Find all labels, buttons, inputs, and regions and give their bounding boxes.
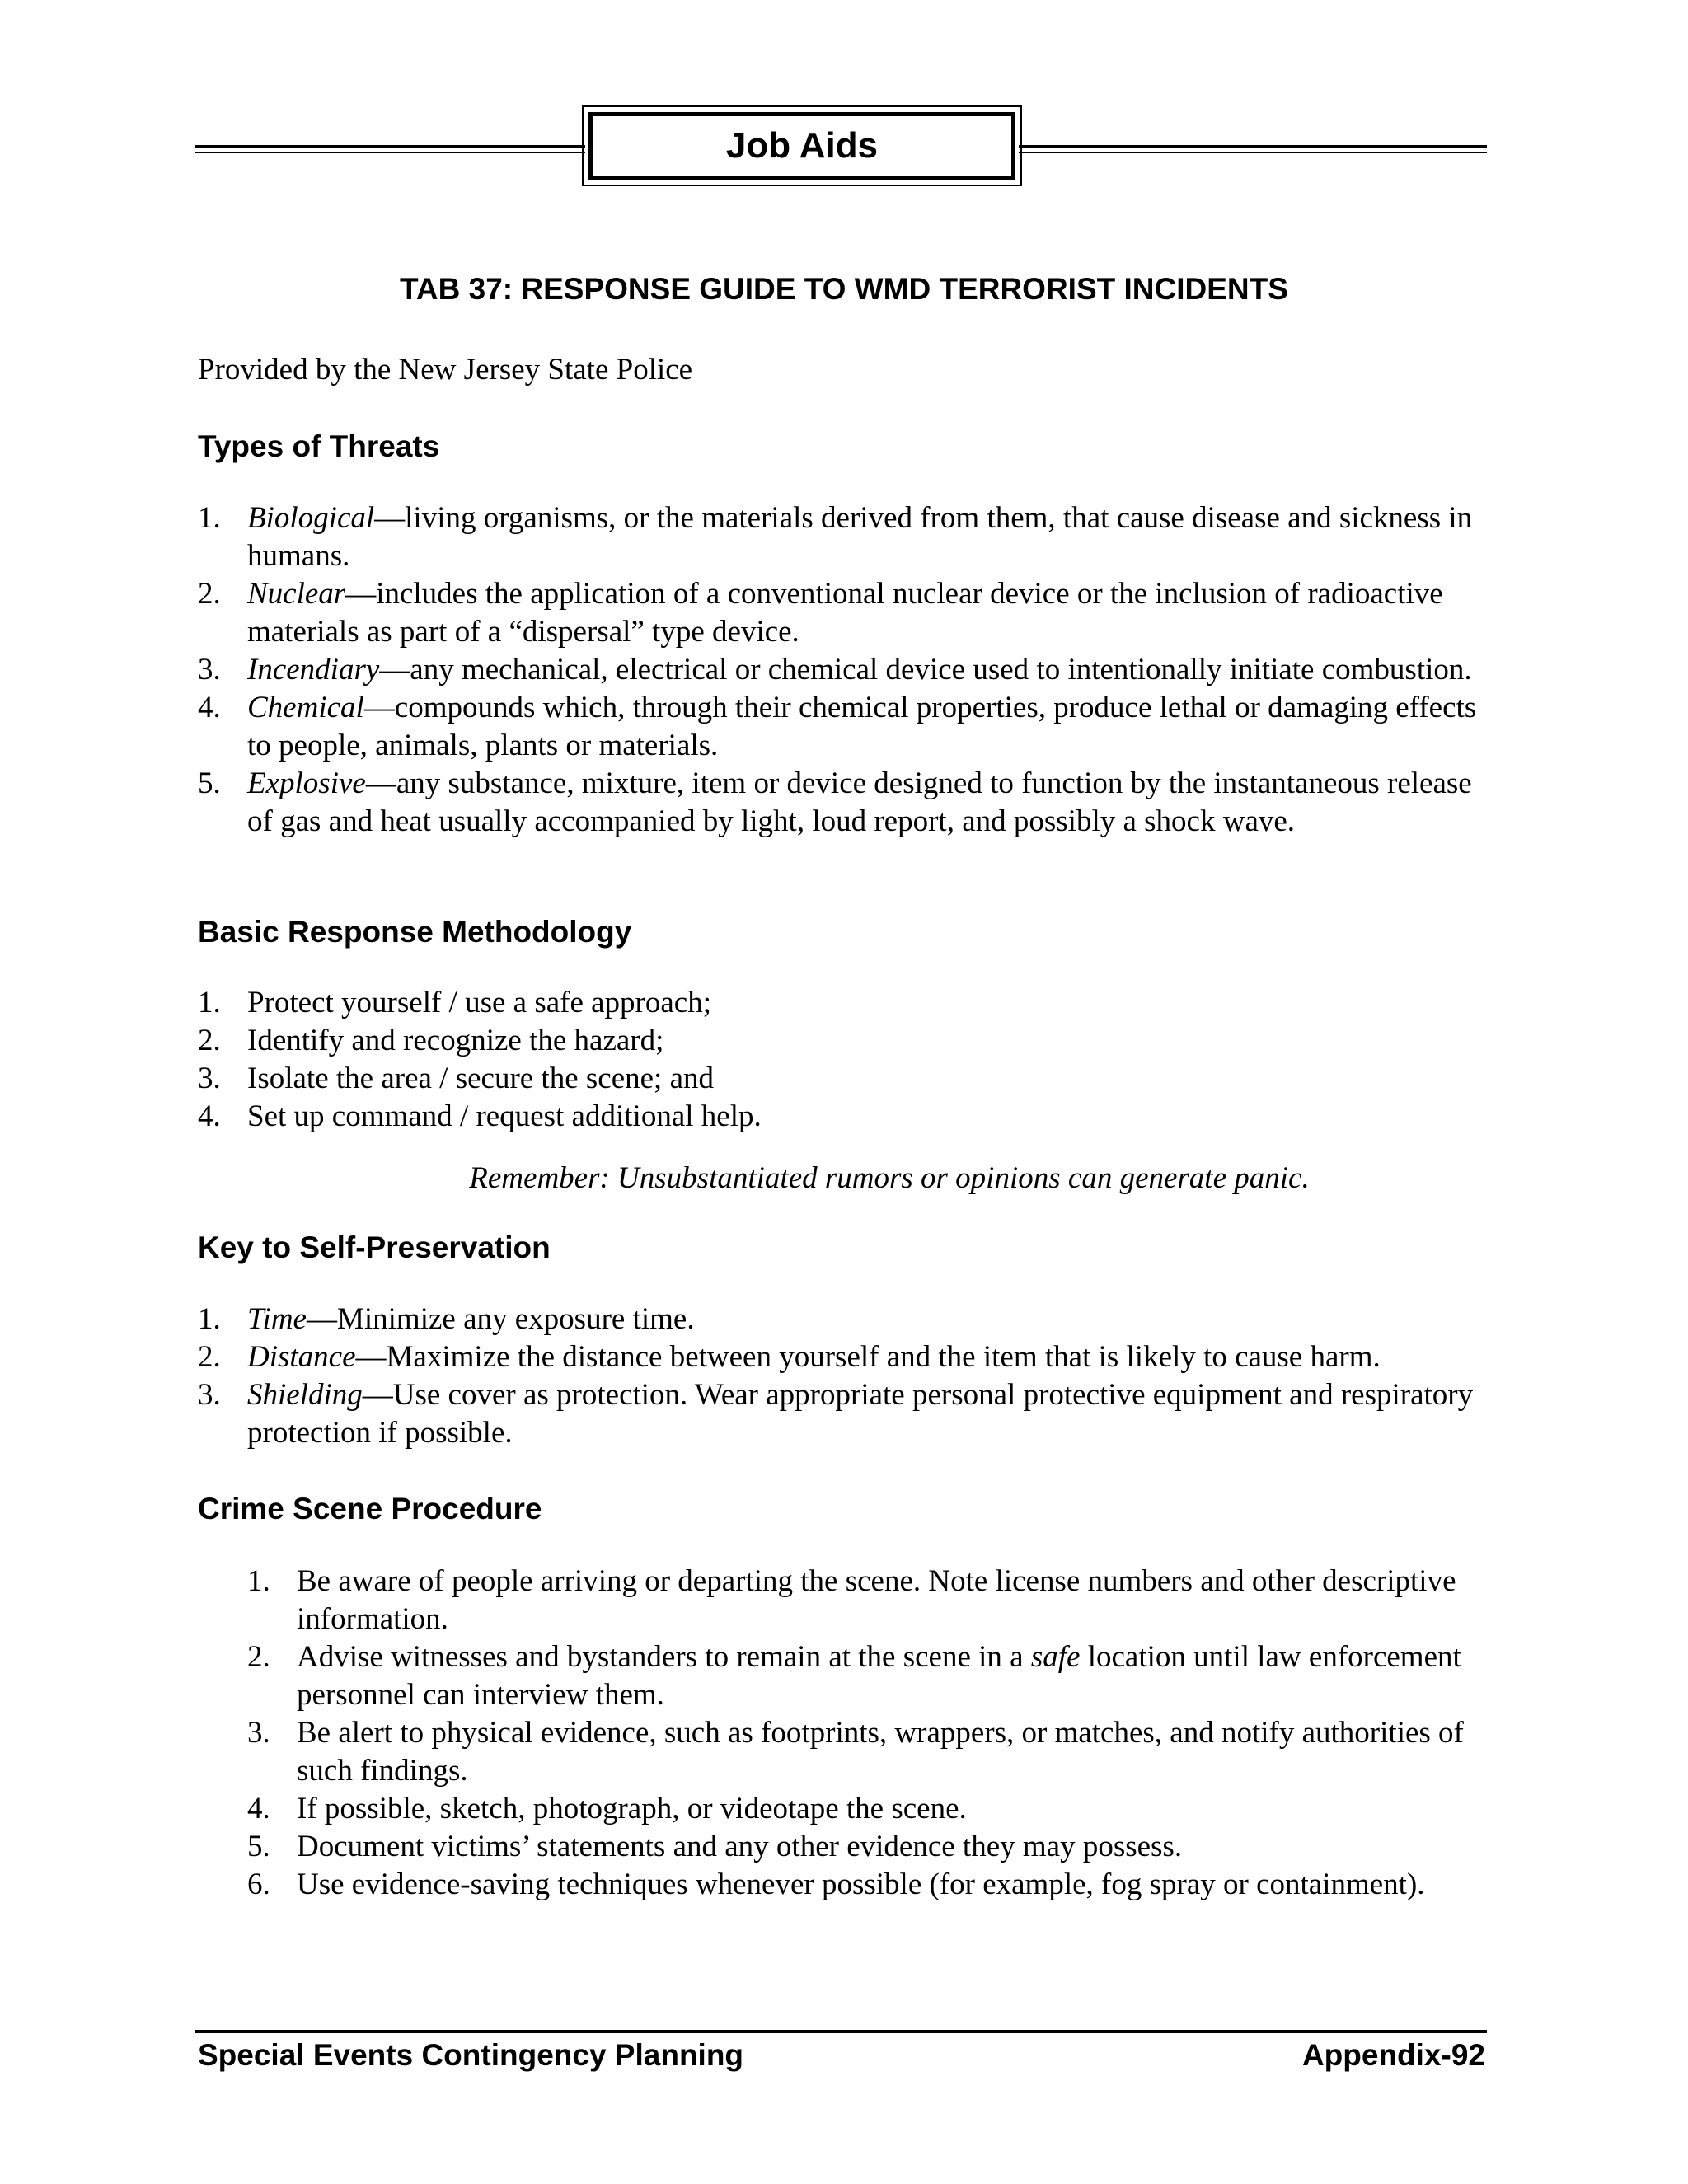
list-number: 1.	[198, 986, 221, 1019]
list-text: Be aware of people arriving or departing the scene. Note license numbers and other descriptive information.	[297, 1564, 1456, 1636]
list-text-post: location until law enforcement personnel can interview them.	[297, 1640, 1461, 1712]
threat-term: Explosive	[247, 766, 366, 800]
threat-description: —compounds which, through their chemical properties, produce lethal or damaging effects to people, animals, plants or materials.	[247, 691, 1477, 762]
list-item	[247, 1714, 1467, 1790]
self-preservation-list	[198, 1301, 1500, 1452]
page-title: TAB 37: RESPONSE GUIDE TO WMD TERRORIST INCIDENTS	[400, 272, 1288, 306]
key-description: —Maximize the distance between yourself and the item that is likely to cause harm.	[355, 1340, 1381, 1374]
crime-scene-list	[247, 1563, 1467, 1904]
list-item	[198, 1022, 1500, 1060]
threat-description: —any mechanical, electrical or chemical device used to intentionally initiate combustion.	[379, 653, 1472, 687]
list-text: Use evidence-saving techniques whenever possible (for example, fog spray or containment).	[297, 1868, 1425, 1901]
list-number: 3.	[198, 1062, 221, 1095]
list-item	[198, 575, 1500, 651]
list-number: 6.	[247, 1868, 270, 1901]
section-heading-self-preservation: Key to Self-Preservation	[198, 1230, 551, 1264]
key-description: —Minimize any exposure time.	[306, 1302, 695, 1336]
list-item	[198, 689, 1500, 765]
list-item	[198, 1376, 1500, 1452]
key-term: Time	[247, 1302, 307, 1336]
list-text: Protect yourself / use a safe approach;	[247, 986, 712, 1019]
list-item	[198, 1338, 1500, 1376]
provided-by: Provided by the New Jersey State Police	[198, 353, 693, 387]
list-number: 4.	[198, 691, 221, 724]
list-number: 4.	[198, 1099, 221, 1133]
list-number: 4.	[247, 1792, 270, 1825]
list-number: 2.	[198, 1340, 221, 1374]
list-number: 3.	[247, 1716, 270, 1750]
list-number: 1.	[198, 1302, 221, 1336]
list-text: Set up command / request additional help.	[247, 1099, 762, 1133]
threat-description: —includes the application of a conventional nuclear device or the inclusion of radioactive materials as part of a “dispersal” type device.	[247, 577, 1443, 649]
list-number: 1.	[247, 1564, 270, 1598]
threat-description: —living organisms, or the materials derived from them, that cause disease and sickness in humans.	[247, 501, 1473, 573]
footer-rule	[195, 2030, 1487, 2033]
list-item	[247, 1563, 1467, 1638]
list-item	[198, 1098, 1500, 1136]
key-description: —Use cover as protection. Wear appropriate personal protective equipment and respiratory protection if possible.	[247, 1378, 1474, 1450]
list-text: Isolate the area / secure the scene; and	[247, 1062, 715, 1095]
threats-list	[198, 499, 1500, 841]
list-item	[198, 1060, 1500, 1098]
remember-note: Remember: Unsubstantiated rumors or opinions can generate panic.	[469, 1161, 1310, 1195]
header-banner-title: Job Aids	[725, 125, 879, 166]
list-number: 2.	[198, 577, 221, 611]
list-number: 5.	[198, 766, 221, 800]
list-item	[247, 1828, 1467, 1866]
header-banner-frame	[588, 112, 1015, 180]
header-rule-right	[1019, 145, 1487, 153]
footer-page-number: Appendix-92	[1301, 2038, 1485, 2072]
list-item	[198, 1301, 1500, 1338]
list-number: 3.	[198, 653, 221, 687]
threat-term: Incendiary	[247, 653, 380, 687]
section-heading-threats: Types of Threats	[198, 429, 440, 463]
key-term: Distance	[247, 1340, 356, 1374]
threat-term: Biological	[247, 501, 375, 535]
methodology-list	[198, 984, 1500, 1136]
header-rule-left	[195, 145, 585, 153]
list-number: 1.	[198, 501, 221, 535]
section-heading-methodology: Basic Response Methodology	[198, 915, 632, 949]
list-number: 2.	[198, 1024, 221, 1057]
list-text-emphasis: safe	[1030, 1640, 1081, 1674]
footer-document-title: Special Events Contingency Planning	[198, 2038, 744, 2072]
list-item	[247, 1790, 1467, 1828]
list-text: Document victims’ statements and any other evidence they may possess.	[297, 1830, 1183, 1863]
list-number: 2.	[247, 1640, 270, 1674]
list-item	[247, 1866, 1467, 1904]
list-item	[198, 984, 1500, 1022]
key-term: Shielding	[247, 1378, 363, 1412]
list-item	[198, 651, 1500, 689]
list-text: Be alert to physical evidence, such as footprints, wrappers, or matches, and notify authorities of such findings.	[297, 1716, 1464, 1788]
threat-description: —any substance, mixture, item or device designed to function by the instantaneous release of gas and heat usually accompanied by light, loud report, and possibly a shock wave.	[247, 766, 1472, 838]
list-text-pre: Advise witnesses and bystanders to remain at the scene in a	[297, 1640, 1031, 1674]
list-text: Identify and recognize the hazard;	[247, 1024, 664, 1057]
list-item	[198, 499, 1500, 575]
list-item	[247, 1638, 1467, 1714]
list-number: 5.	[247, 1830, 270, 1863]
list-item	[198, 765, 1500, 841]
list-text: If possible, sketch, photograph, or videotape the scene.	[297, 1792, 967, 1825]
section-heading-crime-scene: Crime Scene Procedure	[198, 1492, 542, 1526]
header-banner	[582, 105, 1022, 186]
threat-term: Nuclear	[247, 577, 346, 611]
threat-term: Chemical	[247, 691, 364, 724]
list-number: 3.	[198, 1378, 221, 1412]
